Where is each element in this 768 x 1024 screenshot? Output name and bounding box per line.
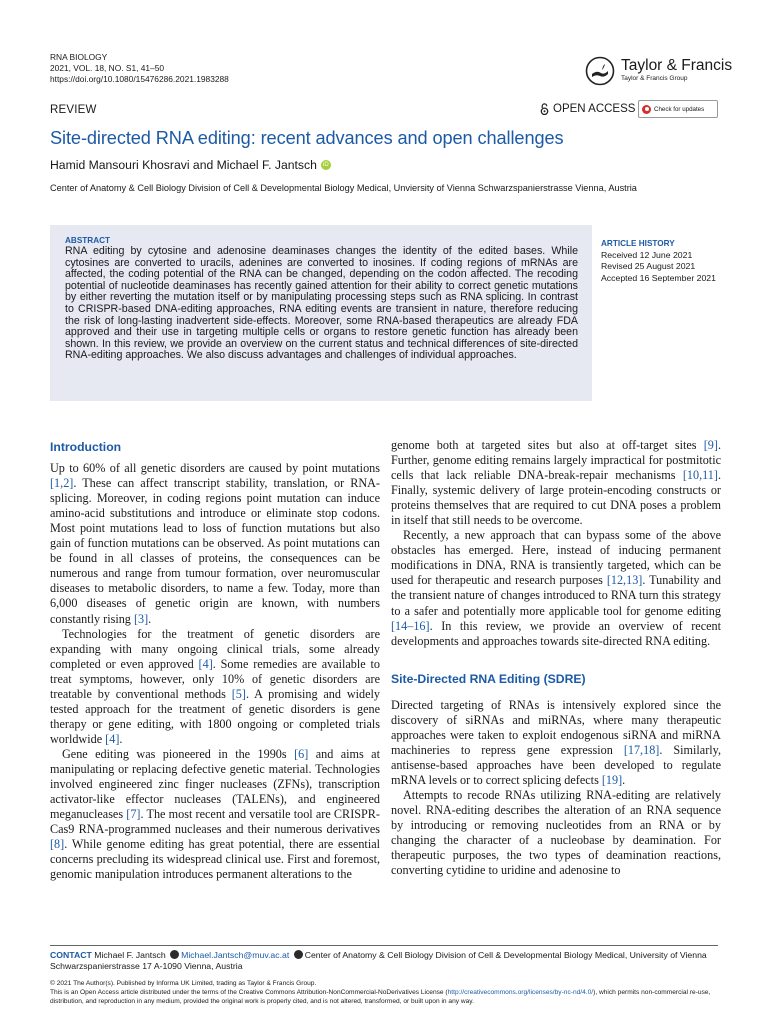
citation-link[interactable]: [17,18] [623, 742, 660, 757]
license-link[interactable]: http://creativecommons.org/licenses/by-nc-nd/4.0/ [447, 989, 594, 996]
open-lock-icon [540, 103, 549, 115]
abstract-heading: ABSTRACT [65, 236, 111, 245]
paragraph: Directed targeting of RNAs is intensively explored since the discovery of siRNAs and miRNAs, where many therapeutic approaches were taken to exploit endogenous siRNA and miRNA machineries to repress gene expression [17,18]. Similarly, antisense-based approaches have been developed to regulate mRNA levels or to correct splicing defects [19]. [391, 697, 721, 787]
author-list [50, 158, 331, 172]
license-text: This is an Open Access article distributed under the terms of the Creative Commons Attribution-NonCommercial-NoDerivatives License (http://creativecommons.org/licenses/by-nc-nd/4.0/), which permits non-commercial re-use, distribution, and reproduction in any medium, provided the original work is properly cited, and is not altered, transformed, or built upon in any way. [50, 989, 711, 1005]
contact-info [50, 950, 718, 972]
check-for-updates-button[interactable] [638, 100, 718, 118]
section-heading-sdre: Site-Directed RNA Editing (SDRE) [391, 671, 586, 686]
check-updates-icon [642, 105, 651, 114]
article-history [601, 238, 716, 284]
citation-link[interactable]: [1,2] [50, 476, 74, 491]
contact-address: Center of Anatomy & Cell Biology Division of Cell & Developmental Biology Medical, University of Vienna Schwarzspanierstrasse 17 A-1090 Vienna, Austria [50, 950, 707, 971]
body-column-right [391, 438, 721, 878]
citation-link[interactable]: [4] [198, 656, 213, 671]
citation-link[interactable]: [10,11] [682, 468, 718, 483]
body-column-left [50, 440, 380, 882]
citation-link[interactable]: [6] [294, 746, 309, 761]
citation-link[interactable]: [12,13] [606, 573, 643, 588]
address-icon [294, 950, 303, 959]
paragraph: Recently, a new approach that can bypass some of the above obstacles has emerged. Here, instead of inducing permanent modifications in DNA, RNA is transiently targeted, which can be used for therapeutic and research purposes [12,13]. Tunability and the transient nature of changes introduced to RNA turn this strategy to a safer and potentially more applicable tool for genome editing [14–16]. In this review, we provide an overview of recent developments and approaches towards site-directed RNA editing. [391, 528, 721, 648]
paragraph: Up to 60% of all genetic disorders are caused by point mutations [1,2]. These can affect transcript stability, translation, or RNA-splicing. Moreover, in coding regions point mutation can induce amino-acid substitutions and introduce or eliminate stop codons. Most point mutations lead to loss of function mutations but also gain of function mutations can be observed. As point mutations can be found in all classes of proteins, the consequences can be numerous and range from tumour formation, over neuromuscular diseases to metabolic disorders, to name a few. Today, more than 6,000 diseases of genetic origin are known, with numbers constantly rising [3]. [50, 461, 380, 626]
affiliation: Center of Anatomy & Cell Biology Division of Cell & Developmental Biology Medical, Unviersity of Vienna Schwarzspanierstrasse Vienna, Austria [50, 183, 637, 193]
history-received: Received 12 June 2021 [601, 249, 693, 260]
email-icon [170, 950, 179, 959]
footer-divider [50, 945, 718, 946]
article-title: Site-directed RNA editing: recent advances and open challenges [50, 128, 564, 148]
journal-issue: 2021, VOL. 18, NO. S1, 41–50 [50, 63, 165, 73]
open-access-label: OPEN ACCESS [553, 103, 636, 115]
journal-name: RNA BIOLOGY [50, 52, 108, 62]
paragraph: Gene editing was pioneered in the 1990s [6] and aims at manipulating or replacing defective genetic material. Technologies involved engineered zinc finger nucleases (ZFNs), transcription activator-like effector nucleases (TALENs), and engineered meganucleases [7]. The most recent and versatile tool are CRISPR-Cas9 RNA-programmed nucleases and their numerous derivatives [8]. While genome editing has great potential, there are essential concerns precluding its widespread clinical use. First and foremost, genomic manipulation introduces permanent alterations to the [50, 746, 380, 882]
citation-link[interactable]: [9] [703, 438, 718, 452]
section-heading-introduction: Introduction [50, 440, 122, 454]
publisher-logo[interactable] [585, 55, 733, 89]
copyright-line: © 2021 The Author(s). Published by Informa UK Limited, trading as Taylor & Francis Group. [50, 980, 317, 987]
contact-label: CONTACT [50, 950, 92, 960]
journal-info [50, 52, 229, 85]
paragraph: genome both at targeted sites but also at off-target sites [9]. Further, genome editing remains largely impractical for postmitotic cells that lack reliable DNA-break-repair mechanisms [10,11]. Finally, systemic delivery of large protein-encoding constructs or proteins themselves that are required to cut DNA poses a problem in itself that still needs to be overcome. [391, 438, 721, 528]
publisher-group: Taylor & Francis Group [621, 75, 688, 82]
citation-link[interactable]: [3] [133, 611, 149, 626]
open-access-badge [540, 103, 635, 115]
publisher-lamp-icon [585, 56, 615, 86]
authors-text: Hamid Mansouri Khosravi and Michael F. Jantsch [50, 158, 317, 172]
history-revised: Revised 25 August 2021 [601, 261, 696, 271]
contact-name: Michael F. Jantsch [94, 950, 166, 960]
journal-doi[interactable]: https://doi.org/10.1080/15476286.2021.1983288 [50, 74, 229, 84]
citation-link[interactable]: [4] [105, 731, 120, 746]
history-heading: ARTICLE HISTORY [601, 239, 675, 248]
contact-email-link[interactable]: Michael.Jantsch@muv.ac.at [181, 950, 290, 960]
check-updates-label: Check for updates [654, 105, 705, 113]
paragraph: Technologies for the treatment of genetic disorders are expanding with many ongoing clinical trials, some already completed or even approved [4]. Some remedies are available to treat symptoms, however, only 10% of genetic disorders are treatable by conventional methods [5]. A promising and widely tested approach for the treatment of genetic disorders is gene therapy or gene editing, with 1800 ongoing or completed trials worldwide [4]. [50, 626, 380, 746]
citation-link[interactable]: [14–16] [391, 618, 430, 633]
citation-link[interactable]: [7] [126, 807, 141, 822]
citation-link[interactable]: [5] [231, 686, 246, 701]
publisher-name: Taylor & Francis [621, 57, 733, 74]
history-accepted: Accepted 16 September 2021 [601, 272, 716, 283]
article-type: REVIEW [50, 104, 97, 116]
paragraph: Attempts to recode RNAs utilizing RNA-editing are relatively novel. RNA-editing describes the alteration of an RNA sequence by introducing or removing nucleotides from an RNA or by changing the character of a nucleobase by deamination. For therapeutic purposes, the two types of deamination reactions, converting cytidine to uridine and adenosine to [391, 787, 721, 878]
citation-link[interactable]: [19] [601, 772, 623, 787]
orcid-icon[interactable]: iD [321, 160, 331, 170]
copyright-notice [50, 979, 720, 1006]
abstract-text: RNA editing by cytosine and adenosine deaminases changes the identity of the edited bases. While cytosines are converted to uracils, adenines are converted to inosines. If coding regions of mRNAs are affected, the coding potential of the RNA can be changed, depending on the codon affected. The recoding potential of nucleotide deaminases has recently gained attention for their ability to correct genetic mutations by either reverting the mutation itself or by manipulating processing steps such as RNA splicing. In contrast to CRISPR-based DNA-editing approaches, RNA editing events are transient in nature, therefore reducing the risk of long-lasting inadvertent side-effects. Moreover, some RNA-based therapeutics are already FDA approved and their use in targeting multiple cells or organs to restore genetic function has already been shown. In this review, we provide an overview on the current status and technical differences of site-directed RNA-editing approaches. We also discuss advantages and challenges of individual approaches. [65, 245, 578, 362]
citation-link[interactable]: [8] [50, 837, 65, 852]
